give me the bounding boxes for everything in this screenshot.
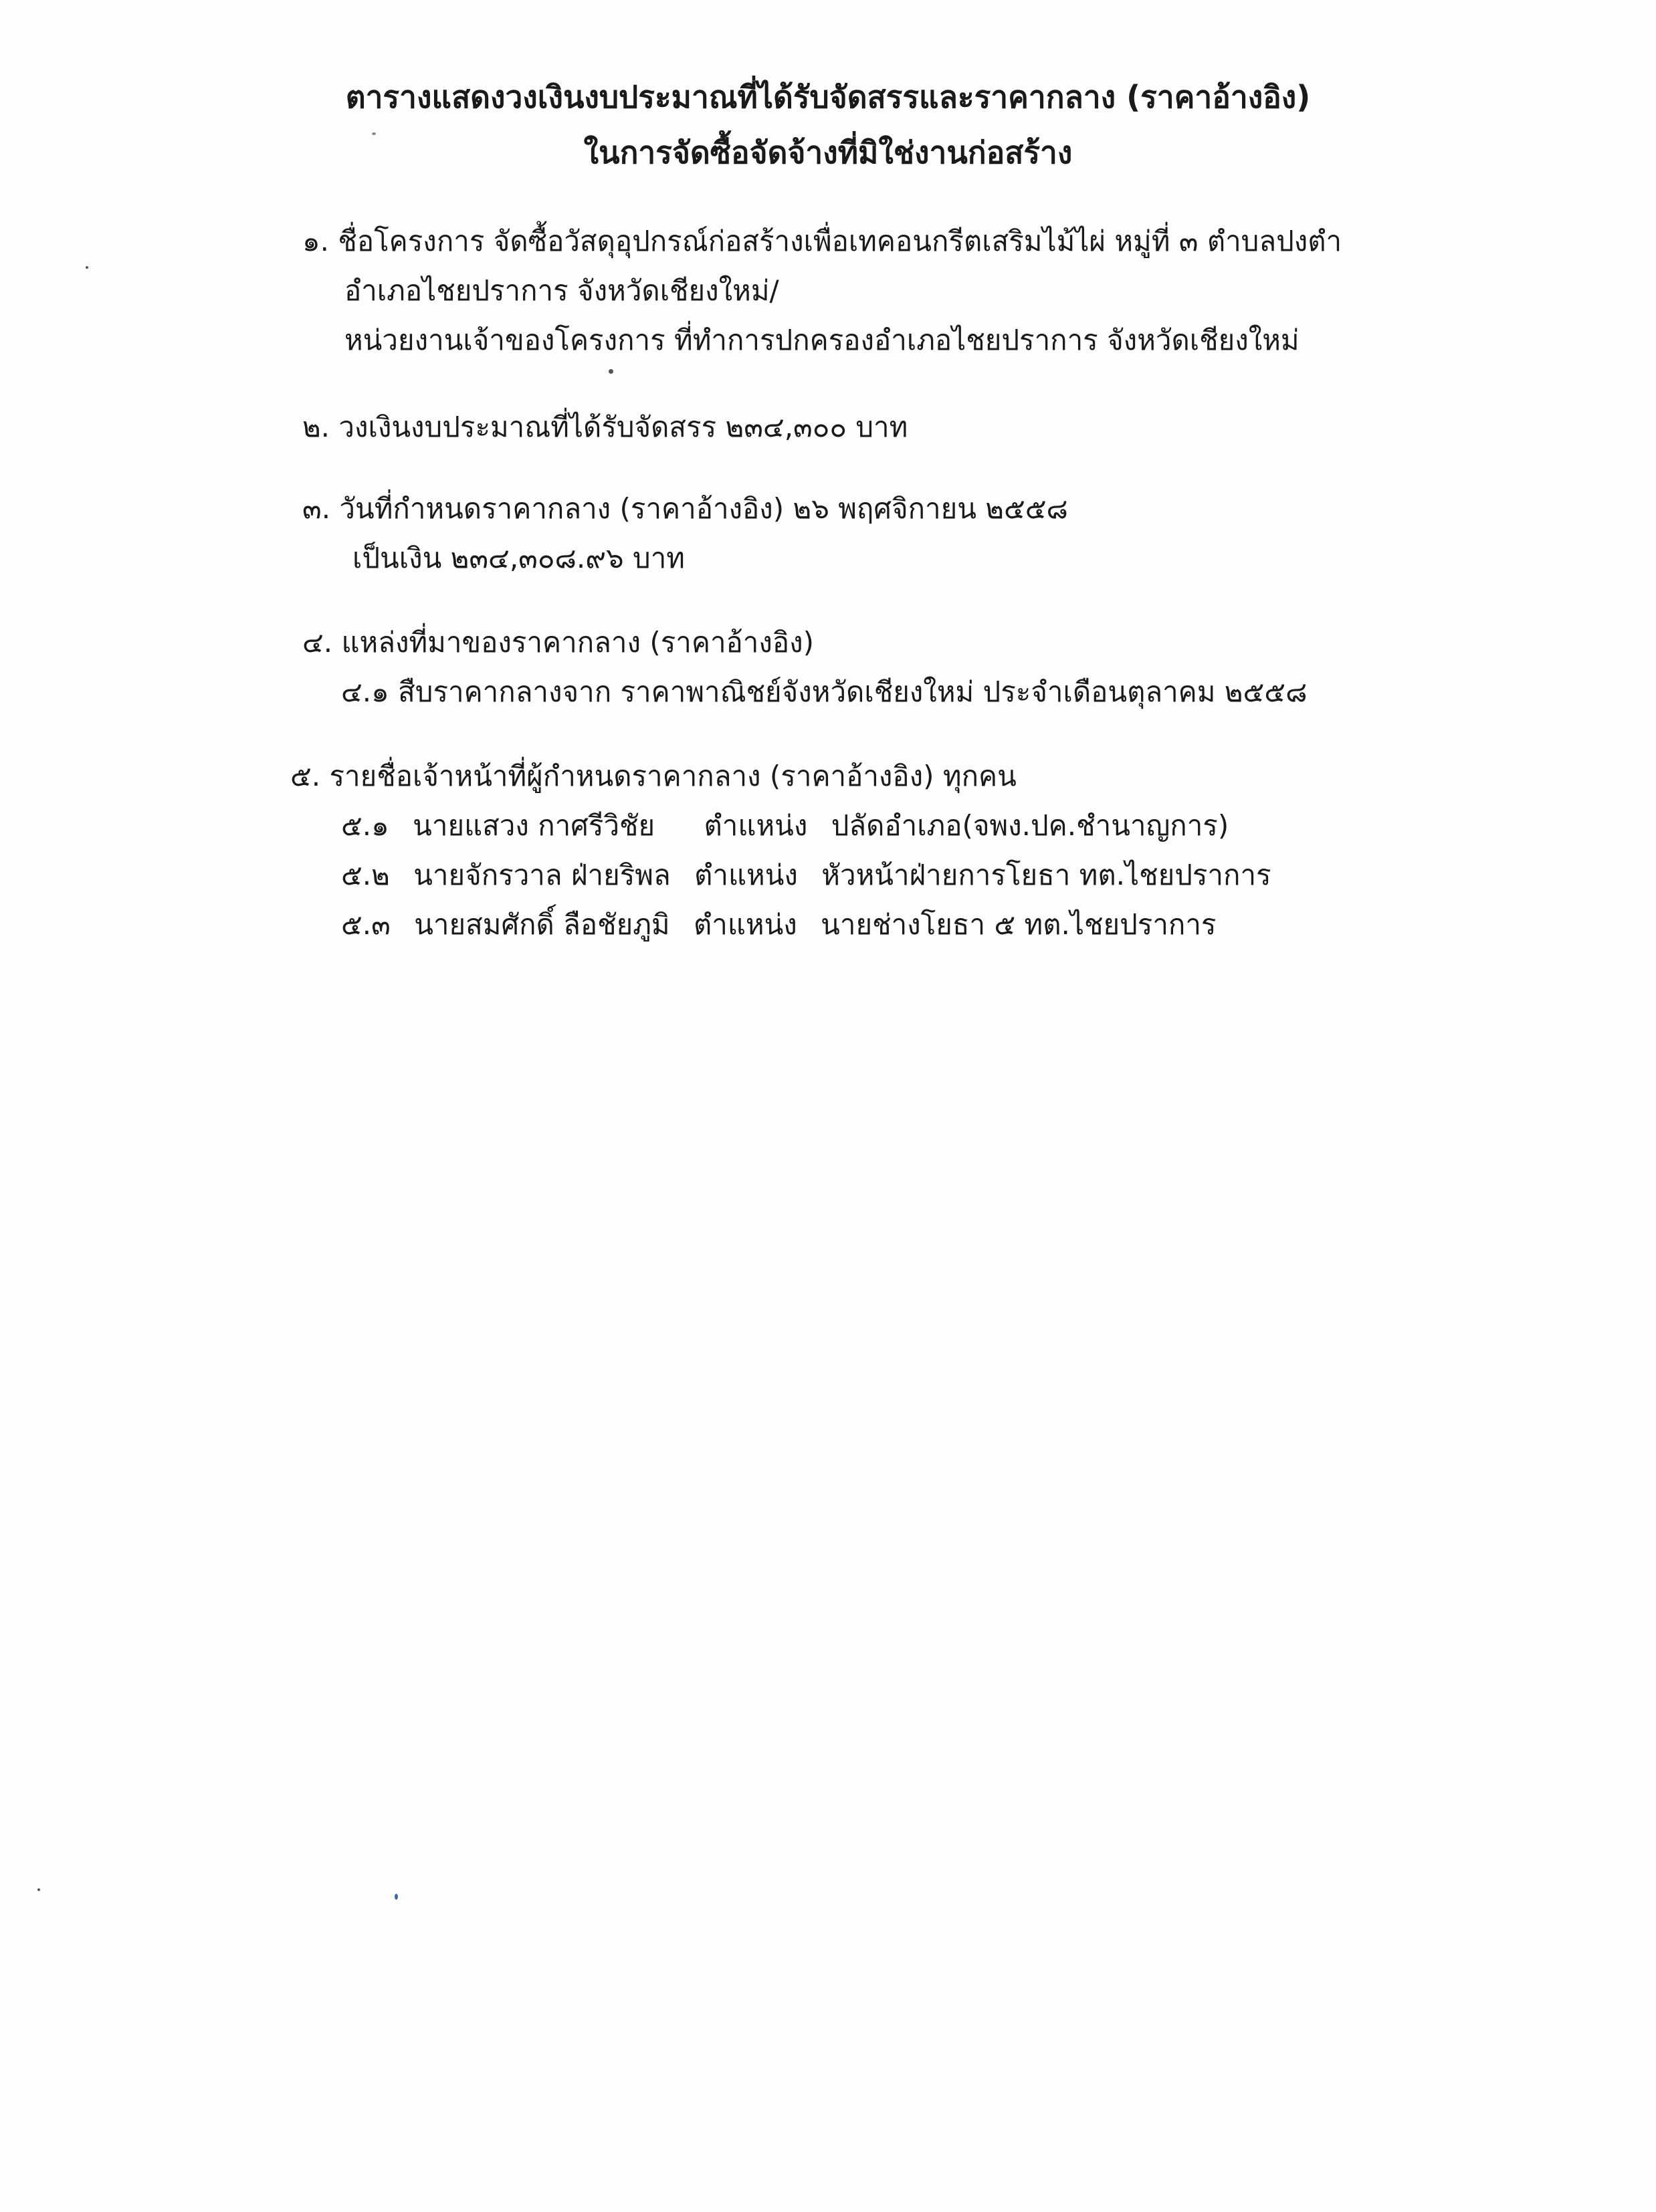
section4-source: ๔.๑ สืบราคากลางจาก ราคาพาณิชย์จังหวัดเชียงใหม่ ประจำเดือนตุลาคม ๒๕๕๘	[341, 675, 1308, 708]
member-number: ๕.๒	[341, 859, 390, 891]
section5-member-row	[341, 809, 1243, 842]
document-title-line2: ในการจัดซื้อจัดจ้างที่มิใช่งานก่อสร้าง	[583, 134, 1073, 171]
section3-date: ๓. วันที่กำหนดราคากลาง (ราคาอ้างอิง) ๒๖ พฤศจิกายน ๒๕๕๘	[302, 492, 1068, 525]
member-name: นายจักรวาล ฝ่ายริพล	[413, 859, 671, 891]
scan-speck	[372, 132, 376, 135]
member-name: นายแสวง กาศรีวิชัย	[413, 809, 655, 842]
member-position: หัวหน้าฝ่ายการโยธา ทต.ไชยปราการ	[821, 859, 1271, 891]
member-position-label: ตำแหน่ง	[704, 809, 808, 842]
member-position: นายช่างโยธา ๕ ทต.ไชยปราการ	[821, 908, 1217, 941]
scan-speck	[86, 266, 88, 269]
document-title-line1: ตารางแสดงวงเงินงบประมาณที่ได้รับจัดสรรและราคากลาง (ราคาอ้างอิง)	[345, 79, 1311, 115]
member-position-label: ตำแหน่ง	[694, 859, 798, 891]
scan-speck	[395, 1894, 398, 1900]
section3-amount: เป็นเงิน ๒๓๔,๓๐๘.๙๖ บาท	[352, 542, 685, 574]
scan-speck	[37, 1888, 40, 1891]
section5-member-row	[341, 908, 1231, 941]
section5-heading: ๕. รายชื่อเจ้าหน้าที่ผู้กำหนดราคากลาง (ราคาอ้างอิง) ทุกคน	[290, 760, 1017, 792]
member-position-label: ตำแหน่ง	[693, 908, 797, 941]
member-position: ปลัดอำเภอ(จพง.ปค.ชำนาญการ)	[831, 809, 1229, 842]
section1-project-owner: หน่วยงานเจ้าของโครงการ ที่ทำการปกครองอำเภอไชยปราการ จังหวัดเชียงใหม่	[344, 324, 1300, 356]
member-name: นายสมศักดิ์ ลือชัยภูมิ	[414, 908, 670, 941]
member-number: ๕.๑	[341, 809, 389, 842]
section4-heading: ๔. แหล่งที่มาของราคากลาง (ราคาอ้างอิง)	[302, 626, 814, 659]
scan-speck	[609, 369, 613, 374]
member-number: ๕.๓	[341, 908, 391, 941]
section1-project-location: อำเภอไชยปราการ จังหวัดเชียงใหม่/	[344, 274, 779, 307]
section1-project-name: ๑. ชื่อโครงการ จัดซื้อวัสดุอุปกรณ์ก่อสร้างเพื่อเทคอนกรีตเสริมไม้ไผ่ หมู่ที่ ๓ ตำบลปงตำ	[302, 225, 1342, 257]
section2-budget: ๒. วงเงินงบประมาณที่ได้รับจัดสรร ๒๓๔,๓๐๐ บาท	[302, 411, 908, 443]
section5-member-row	[341, 861, 1286, 889]
